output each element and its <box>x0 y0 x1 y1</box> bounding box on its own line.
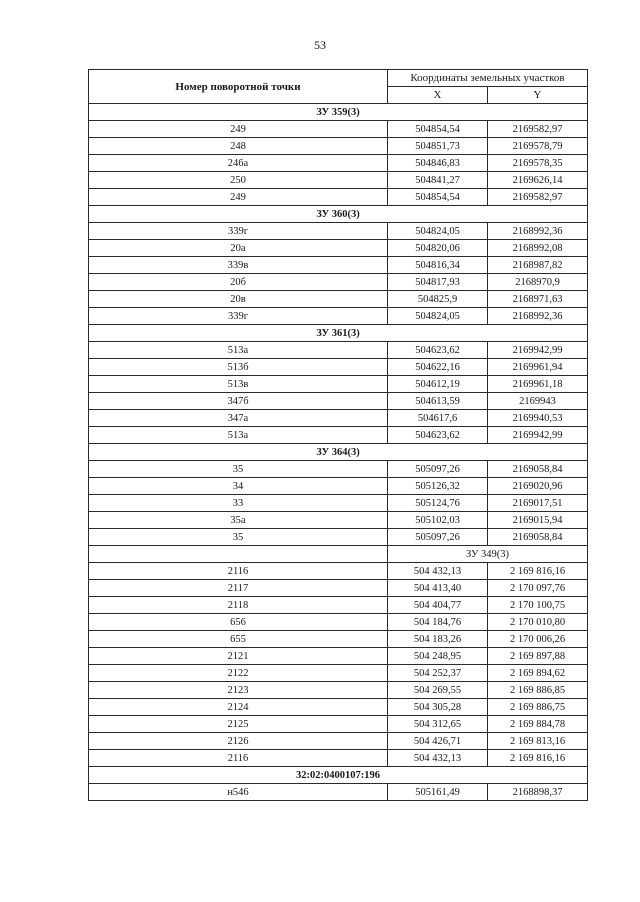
y-cell: 2169940,53 <box>488 410 588 427</box>
table-row <box>89 257 588 274</box>
x-cell: 504 183,26 <box>388 631 488 648</box>
point-cell: 35а <box>89 512 388 529</box>
y-cell: 2 169 886,75 <box>488 699 588 716</box>
point-cell: 20б <box>89 274 388 291</box>
y-cell: 2169961,94 <box>488 359 588 376</box>
x-cell: 504 413,40 <box>388 580 488 597</box>
x-cell: 504 432,13 <box>388 563 488 580</box>
x-cell: 504820,06 <box>388 240 488 257</box>
table-row <box>89 716 588 733</box>
y-cell: 2169017,51 <box>488 495 588 512</box>
table-row <box>89 478 588 495</box>
point-cell: 2121 <box>89 648 388 665</box>
y-cell: 2 170 097,76 <box>488 580 588 597</box>
x-cell: 505161,49 <box>388 784 488 801</box>
table-row <box>89 274 588 291</box>
x-cell: 504854,54 <box>388 189 488 206</box>
x-cell: 504 252,37 <box>388 665 488 682</box>
point-cell: 20а <box>89 240 388 257</box>
point-cell: 2123 <box>89 682 388 699</box>
point-cell: 655 <box>89 631 388 648</box>
section-title: ЗУ 360(3) <box>89 206 588 223</box>
table-row <box>89 240 588 257</box>
section-row <box>89 325 588 342</box>
table-row <box>89 308 588 325</box>
y-column-header: Y <box>488 87 588 104</box>
table-row <box>89 172 588 189</box>
x-cell: 504851,73 <box>388 138 488 155</box>
table-row <box>89 427 588 444</box>
table-row <box>89 342 588 359</box>
section-row <box>89 767 588 784</box>
y-cell: 2 170 010,80 <box>488 614 588 631</box>
x-cell: 504 305,28 <box>388 699 488 716</box>
y-cell: 2168992,08 <box>488 240 588 257</box>
x-cell: 504824,05 <box>388 223 488 240</box>
point-cell: 249 <box>89 189 388 206</box>
x-cell: 504 432,13 <box>388 750 488 767</box>
x-cell: 504 269,55 <box>388 682 488 699</box>
y-cell: 2169943 <box>488 393 588 410</box>
y-cell: 2169582,97 <box>488 121 588 138</box>
table-row <box>89 750 588 767</box>
table-row <box>89 155 588 172</box>
section-row <box>89 444 588 461</box>
x-cell: 504612,19 <box>388 376 488 393</box>
table-row <box>89 512 588 529</box>
table-row <box>89 614 588 631</box>
y-cell: 2168971,63 <box>488 291 588 308</box>
point-cell: 35 <box>89 461 388 478</box>
table-row <box>89 138 588 155</box>
point-cell: 20в <box>89 291 388 308</box>
point-cell: 339г <box>89 308 388 325</box>
point-cell: 2118 <box>89 597 388 614</box>
header-row <box>89 70 588 87</box>
point-cell: 2116 <box>89 750 388 767</box>
y-cell: 2 169 894,62 <box>488 665 588 682</box>
y-cell: 2 169 884,78 <box>488 716 588 733</box>
point-cell: 2117 <box>89 580 388 597</box>
x-cell: 504824,05 <box>388 308 488 325</box>
x-cell: 504825,9 <box>388 291 488 308</box>
y-cell: 2 170 006,26 <box>488 631 588 648</box>
x-cell: 504623,62 <box>388 342 488 359</box>
table-row <box>89 410 588 427</box>
point-cell: н546 <box>89 784 388 801</box>
point-cell: 2124 <box>89 699 388 716</box>
x-cell: 504 248,95 <box>388 648 488 665</box>
x-cell: 504841,27 <box>388 172 488 189</box>
subsection-label: ЗУ 349(3) <box>388 546 588 563</box>
y-cell: 2169015,94 <box>488 512 588 529</box>
table-row <box>89 461 588 478</box>
point-cell: 513б <box>89 359 388 376</box>
x-cell: 504846,83 <box>388 155 488 172</box>
y-cell: 2169582,97 <box>488 189 588 206</box>
y-cell: 2169058,84 <box>488 461 588 478</box>
point-cell: 656 <box>89 614 388 631</box>
point-cell: 250 <box>89 172 388 189</box>
table-row <box>89 359 588 376</box>
section-title: ЗУ 361(3) <box>89 325 588 342</box>
table-row <box>89 665 588 682</box>
subsection-row <box>89 546 588 563</box>
table-row <box>89 563 588 580</box>
point-cell: 2125 <box>89 716 388 733</box>
table-row <box>89 733 588 750</box>
y-cell: 2 169 816,16 <box>488 563 588 580</box>
point-cell: 513в <box>89 376 388 393</box>
section-title: ЗУ 364(3) <box>89 444 588 461</box>
table-row <box>89 529 588 546</box>
point-cell: 347б <box>89 393 388 410</box>
y-cell: 2 170 100,75 <box>488 597 588 614</box>
table-row <box>89 121 588 138</box>
y-cell: 2169058,84 <box>488 529 588 546</box>
point-cell: 249 <box>89 121 388 138</box>
point-cell: 33 <box>89 495 388 512</box>
section-row <box>89 104 588 121</box>
table-row <box>89 784 588 801</box>
x-cell: 505126,32 <box>388 478 488 495</box>
y-cell: 2169578,79 <box>488 138 588 155</box>
x-cell: 505097,26 <box>388 529 488 546</box>
section-title: ЗУ 359(3) <box>89 104 588 121</box>
x-cell: 504816,34 <box>388 257 488 274</box>
table-row <box>89 648 588 665</box>
x-cell: 504817,93 <box>388 274 488 291</box>
point-cell: 347а <box>89 410 388 427</box>
x-cell: 504 312,65 <box>388 716 488 733</box>
y-cell: 2 169 813,16 <box>488 733 588 750</box>
y-cell: 2 169 897,88 <box>488 648 588 665</box>
y-cell: 2 169 816,16 <box>488 750 588 767</box>
table-row <box>89 223 588 240</box>
section-title: 32:02:0400107:196 <box>89 767 588 784</box>
x-cell: 504854,54 <box>388 121 488 138</box>
point-cell: 339г <box>89 223 388 240</box>
table-row <box>89 597 588 614</box>
x-cell: 505124,76 <box>388 495 488 512</box>
x-column-header: X <box>388 87 488 104</box>
y-cell: 2168992,36 <box>488 308 588 325</box>
table-row <box>89 376 588 393</box>
y-cell: 2168987,82 <box>488 257 588 274</box>
y-cell: 2169961,18 <box>488 376 588 393</box>
point-cell: 2126 <box>89 733 388 750</box>
point-cell: 2116 <box>89 563 388 580</box>
y-cell: 2168898,37 <box>488 784 588 801</box>
y-cell: 2169942,99 <box>488 427 588 444</box>
point-cell: 513а <box>89 427 388 444</box>
x-cell: 504613,59 <box>388 393 488 410</box>
section-row <box>89 206 588 223</box>
table-row <box>89 393 588 410</box>
x-cell: 504617,6 <box>388 410 488 427</box>
coordinates-group-header: Координаты земельных участков <box>388 70 588 87</box>
x-cell: 505102,03 <box>388 512 488 529</box>
point-cell: 34 <box>89 478 388 495</box>
x-cell: 504623,62 <box>388 427 488 444</box>
table-row <box>89 495 588 512</box>
table-row <box>89 189 588 206</box>
coordinates-table <box>88 69 588 801</box>
table-row <box>89 580 588 597</box>
point-column-header: Номер поворотной точки <box>89 70 388 104</box>
empty-cell <box>89 546 388 563</box>
x-cell: 505097,26 <box>388 461 488 478</box>
point-cell: 2122 <box>89 665 388 682</box>
table-row <box>89 699 588 716</box>
y-cell: 2169626,14 <box>488 172 588 189</box>
point-cell: 248 <box>89 138 388 155</box>
point-cell: 246а <box>89 155 388 172</box>
point-cell: 339в <box>89 257 388 274</box>
x-cell: 504 184,76 <box>388 614 488 631</box>
page-number: 53 <box>314 38 326 52</box>
point-cell: 35 <box>89 529 388 546</box>
y-cell: 2169020,96 <box>488 478 588 495</box>
y-cell: 2168992,36 <box>488 223 588 240</box>
y-cell: 2169942,99 <box>488 342 588 359</box>
table-row <box>89 682 588 699</box>
y-cell: 2168970,9 <box>488 274 588 291</box>
table-row <box>89 631 588 648</box>
table-row <box>89 291 588 308</box>
y-cell: 2 169 886,85 <box>488 682 588 699</box>
point-cell: 513а <box>89 342 388 359</box>
y-cell: 2169578,35 <box>488 155 588 172</box>
x-cell: 504622,16 <box>388 359 488 376</box>
x-cell: 504 426,71 <box>388 733 488 750</box>
x-cell: 504 404,77 <box>388 597 488 614</box>
